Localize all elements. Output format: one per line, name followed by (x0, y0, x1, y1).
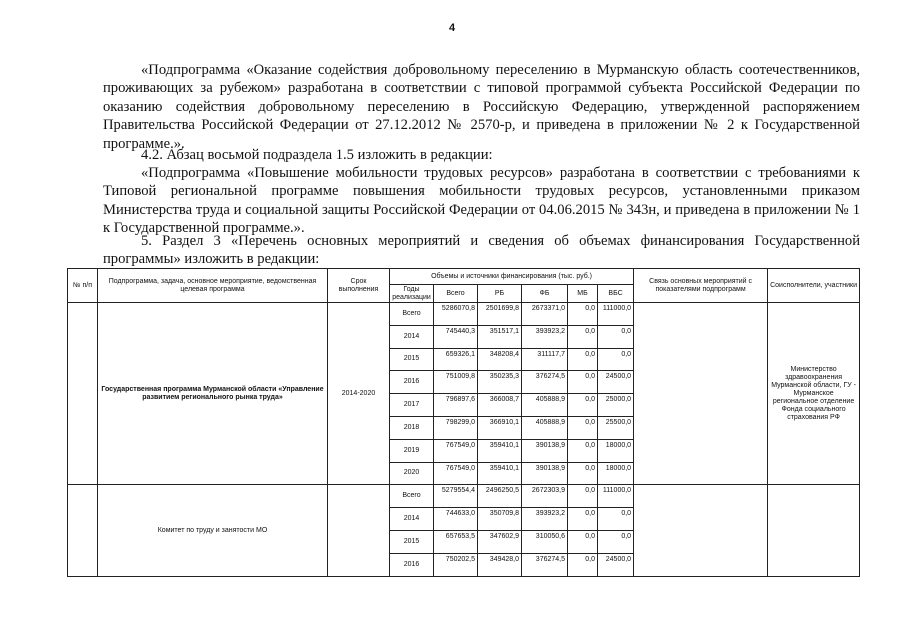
paragraph-item-4-2 (103, 146, 860, 164)
cell-fb: 376274,5 (522, 554, 568, 577)
paragraph-text: 5. Раздел 3 «Перечень основных мероприятий и сведения об объемах финансирования Государственной программы» изложить в редакции: (103, 233, 860, 268)
cell-fb: 2672303,9 (522, 485, 568, 508)
cell-total: 5286070,8 (434, 303, 478, 326)
cell-rb: 359410,1 (478, 462, 522, 485)
cell-mb: 0,0 (568, 348, 598, 371)
cell-rb: 2501699,8 (478, 303, 522, 326)
page-number: 4 (448, 22, 456, 34)
header-program: Подпрограмма, задача, основное мероприятие, ведомственная целевая программа (98, 269, 328, 303)
cell-year: 2018 (390, 416, 434, 439)
header-total: Всего (434, 285, 478, 303)
cell-fb: 405888,9 (522, 394, 568, 417)
cell-vbs: 111000,0 (598, 303, 634, 326)
cell-rb: 366910,1 (478, 416, 522, 439)
cell-num (68, 485, 98, 577)
header-link: Связь основных мероприятий с показателями подпрограмм (634, 269, 768, 303)
cell-vbs: 0,0 (598, 325, 634, 348)
table-row (68, 303, 860, 326)
cell-rb: 359410,1 (478, 439, 522, 462)
cell-year: 2015 (390, 531, 434, 554)
cell-vbs: 25500,0 (598, 416, 634, 439)
paragraph-subprogram-resettlement (103, 61, 860, 153)
cell-rb: 350235,3 (478, 371, 522, 394)
cell-fb: 311117,7 (522, 348, 568, 371)
cell-mb: 0,0 (568, 394, 598, 417)
cell-mb: 0,0 (568, 303, 598, 326)
cell-fb: 405888,9 (522, 416, 568, 439)
cell-year: 2015 (390, 348, 434, 371)
header-fb: ФБ (522, 285, 568, 303)
cell-year: 2014 (390, 508, 434, 531)
financing-table (67, 268, 860, 577)
cell-total: 796897,6 (434, 394, 478, 417)
cell-mb: 0,0 (568, 531, 598, 554)
cell-total: 767549,0 (434, 439, 478, 462)
cell-fb: 310050,6 (522, 531, 568, 554)
cell-term: 2014-2020 (328, 303, 390, 485)
paragraph-subprogram-mobility (103, 164, 860, 238)
cell-num (68, 303, 98, 485)
cell-mb: 0,0 (568, 508, 598, 531)
cell-program: Комитет по труду и занятости МО (98, 485, 328, 577)
header-vbs: ВБС (598, 285, 634, 303)
cell-total: 751009,8 (434, 371, 478, 394)
cell-vbs: 111000,0 (598, 485, 634, 508)
cell-rb: 366008,7 (478, 394, 522, 417)
cell-fb: 393923,2 (522, 325, 568, 348)
cell-vbs: 0,0 (598, 531, 634, 554)
paragraph-text: «Подпрограмма «Повышение мобильности трудовых ресурсов» разработана в соответствии с требованиями к Типовой региональной программе повышения мобильности трудовых ресурсов, установленными приказом Министерства труда и социальной защиты Российской Федерации от 04.06.2015 № 343н, и приведена в приложении № 1 к Государственной программе.». (103, 165, 860, 237)
header-years: Годы реализации (390, 285, 434, 303)
cell-mb: 0,0 (568, 371, 598, 394)
cell-vbs: 24500,0 (598, 371, 634, 394)
cell-vbs: 18000,0 (598, 439, 634, 462)
cell-rb: 351517,1 (478, 325, 522, 348)
cell-partners: Министерство здравоохранения Мурманской области, ГУ - Мурманское региональное отделение Фонда социального страхования РФ (768, 303, 860, 485)
cell-rb: 2496250,5 (478, 485, 522, 508)
cell-fb: 390138,9 (522, 439, 568, 462)
cell-year: Всего (390, 485, 434, 508)
cell-total: 798299,0 (434, 416, 478, 439)
cell-vbs: 0,0 (598, 508, 634, 531)
cell-fb: 2673371,0 (522, 303, 568, 326)
cell-vbs: 18000,0 (598, 462, 634, 485)
cell-mb: 0,0 (568, 462, 598, 485)
cell-total: 659326,1 (434, 348, 478, 371)
cell-term (328, 485, 390, 577)
cell-program: Государственная программа Мурманской области «Управление развитием регионального рынка труда» (98, 303, 328, 485)
cell-link (634, 303, 768, 485)
header-funding: Объемы и источники финансирования (тыс. руб.) (390, 269, 634, 285)
cell-total: 750202,5 (434, 554, 478, 577)
cell-mb: 0,0 (568, 416, 598, 439)
cell-mb: 0,0 (568, 325, 598, 348)
cell-year: 2014 (390, 325, 434, 348)
cell-year: 2016 (390, 554, 434, 577)
cell-partners (768, 485, 860, 577)
cell-total: 745440,3 (434, 325, 478, 348)
cell-total: 657653,5 (434, 531, 478, 554)
cell-fb: 390138,9 (522, 462, 568, 485)
header-num: № п/п (68, 269, 98, 303)
cell-rb: 348208,4 (478, 348, 522, 371)
cell-mb: 0,0 (568, 554, 598, 577)
cell-rb: 349428,0 (478, 554, 522, 577)
header-partners: Соисполнители, участники (768, 269, 860, 303)
cell-mb: 0,0 (568, 439, 598, 462)
cell-year: 2020 (390, 462, 434, 485)
paragraph-item-5 (103, 232, 860, 269)
cell-fb: 376274,5 (522, 371, 568, 394)
cell-link (634, 485, 768, 577)
table-row (68, 485, 860, 508)
cell-vbs: 0,0 (598, 348, 634, 371)
header-term: Срок выполнения (328, 269, 390, 303)
cell-fb: 393923,2 (522, 508, 568, 531)
header-mb: МБ (568, 285, 598, 303)
cell-year: 2016 (390, 371, 434, 394)
cell-total: 5279554,4 (434, 485, 478, 508)
cell-rb: 350709,8 (478, 508, 522, 531)
header-rb: РБ (478, 285, 522, 303)
table-header-row (68, 269, 860, 285)
cell-vbs: 25000,0 (598, 394, 634, 417)
cell-year: 2019 (390, 439, 434, 462)
cell-mb: 0,0 (568, 485, 598, 508)
cell-vbs: 24500,0 (598, 554, 634, 577)
paragraph-text: «Подпрограмма «Оказание содействия добровольному переселению в Мурманскую область соотечественников, проживающих за рубежом» разработана в соответствии с типовой программой субъекта Российской Федерации по оказанию содействия добровольному переселению в Российскую Федерацию, утвержденной распоряжением Правительства Российской Федерации от 27.12.2012 № 2570-р, и приведена в приложении № 2 к Государственной программе.». (103, 62, 860, 152)
cell-year: Всего (390, 303, 434, 326)
paragraph-text: 4.2. Абзац восьмой подраздела 1.5 изложить в редакции: (141, 147, 493, 163)
cell-year: 2017 (390, 394, 434, 417)
cell-total: 767549,0 (434, 462, 478, 485)
cell-total: 744633,0 (434, 508, 478, 531)
cell-rb: 347602,9 (478, 531, 522, 554)
